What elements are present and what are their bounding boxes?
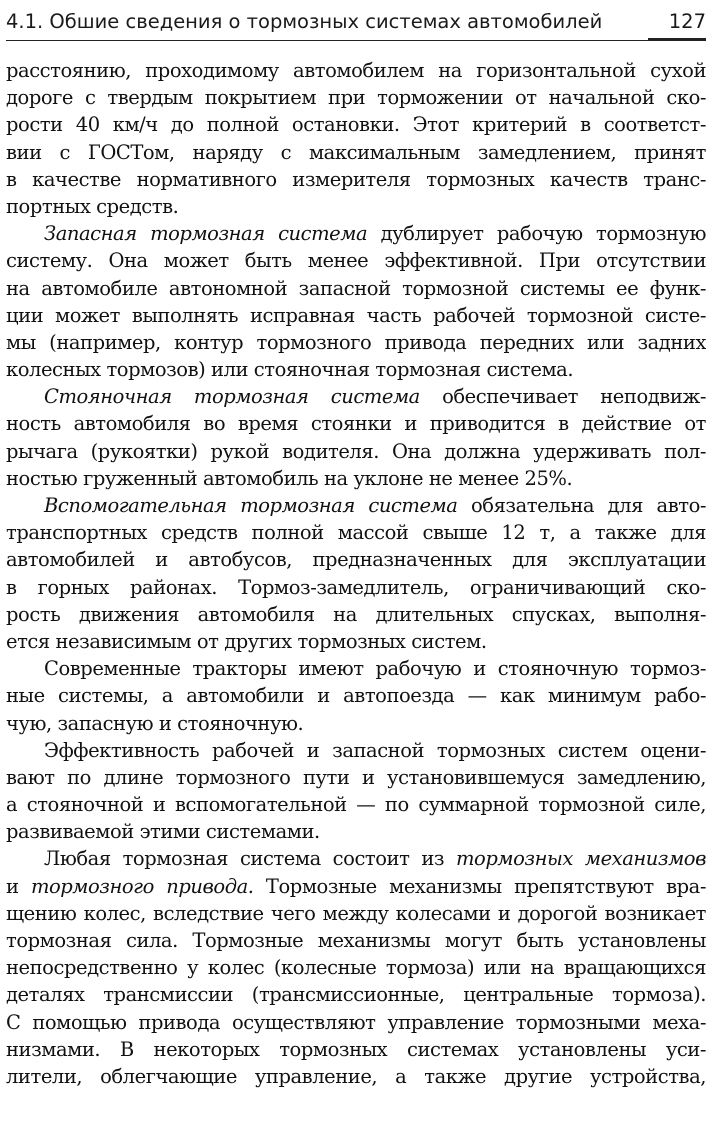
text-line: Запасная тормозная система дублирует рабочую тормозную	[44, 222, 706, 246]
text-line: Современные тракторы имеют рабочую и стояночную тормоз-	[44, 657, 706, 681]
text-line: рости 40 км/ч до полной остановки. Этот критерий в соответст-	[6, 113, 706, 137]
text-line: а стояночной и вспомогательной — по суммарной тормозной силе,	[6, 793, 706, 817]
text-line: ется независимым от других тормозных систем.	[6, 629, 487, 653]
text-line: Вспомогательная тормозная система обязательна для авто-	[44, 494, 706, 517]
text-line: транспортных средств полной массой свыше 12 т, а также для	[6, 521, 706, 545]
text-line: лители, облегчающие управление, а также другие устройства,	[6, 1064, 706, 1088]
running-head	[6, 8, 706, 38]
term-emphasis: Стояночная тормозная система	[44, 385, 420, 409]
text-line: систему. Она может быть менее эффективной. При отсутствии	[6, 249, 706, 273]
header-rule-accent	[648, 38, 706, 41]
text-line: низмами. В некоторых тормозных системах установлены уси-	[6, 1037, 706, 1061]
text-line: непосредственно у колес (колесные тормоза) или на вращающихся	[6, 956, 706, 980]
term-emphasis: тормозных механизмов	[456, 847, 706, 871]
section-title: 4.1. Обшие сведения о тормозных системах автомобилей	[6, 10, 603, 33]
text-line: автомобилей и автобусов, предназначенных для эксплуатации	[6, 548, 706, 572]
text-line: чую, запасную и стояночную.	[6, 711, 304, 735]
text-line: дороге с твердым покрытием при торможении от начальной ско-	[6, 86, 706, 110]
text-line: деталях трансмиссии (трансмиссионные, центральные тормоза).	[6, 983, 706, 1007]
text-line: ные системы, а автомобили и автопоезда — как минимум рабо-	[6, 684, 706, 708]
term-emphasis: Вспомогательная тормозная система	[44, 494, 458, 517]
text-line: рычага (рукоятки) рукой водителя. Она должна удерживать пол-	[6, 439, 706, 463]
term-emphasis: тормозного привода.	[30, 874, 254, 898]
header-rule	[6, 40, 706, 41]
text-line: вают по длине тормозного пути и установившемуся замедлению,	[6, 765, 706, 789]
text-line: рость движения автомобиля на длительных спусках, выполня-	[6, 602, 706, 626]
text-line: и тормозного привода. Тормозные механизмы препятствуют вра-	[6, 874, 706, 898]
text-line: щению колес, вследствие чего между колесами и дорогой возникает	[6, 901, 706, 925]
text-line: портных средств.	[6, 194, 179, 218]
text-line: вии с ГОСТом, наряду с максимальным замедлением, принят	[6, 140, 706, 164]
text-line: ность автомобиля во время стоянки и приводится в действие от	[6, 412, 706, 436]
text-line: ции может выполнять исправная часть рабочей тормозной систе-	[6, 303, 706, 327]
text-line: мы (например, контур тормозного привода передних или задних	[6, 330, 706, 354]
text-line: тормозная сила. Тормозные механизмы могут быть установлены	[6, 929, 706, 952]
text-line: ностью груженный автомобиль на уклоне не менее 25%.	[6, 466, 573, 490]
text-line: колесных тормозов) или стояночная тормозная система.	[6, 358, 574, 382]
text-line: развиваемой этими системами.	[6, 820, 320, 844]
text-line: С помощью привода осуществляют управление тормозными меха-	[6, 1010, 706, 1034]
text-line: в качестве нормативного измерителя тормозных качеств транс-	[6, 167, 706, 191]
page-number: 127	[668, 10, 706, 33]
text-line: расстоянию, проходимому автомобилем на горизонтальной сухой	[6, 59, 706, 82]
body-text	[6, 57, 706, 1090]
text-line: Стояночная тормозная система обеспечивает неподвиж-	[44, 385, 706, 409]
text-line: Любая тормозная система состоит из тормозных механизмов	[44, 847, 706, 871]
text-line: в горных районах. Тормоз-замедлитель, ограничивающий ско-	[6, 575, 706, 599]
text-line: на автомобиле автономной запасной тормозной системы ее функ-	[6, 276, 706, 300]
term-emphasis: Запасная тормозная система	[44, 222, 368, 246]
text-line: Эффективность рабочей и запасной тормозных систем оцени-	[44, 738, 706, 762]
